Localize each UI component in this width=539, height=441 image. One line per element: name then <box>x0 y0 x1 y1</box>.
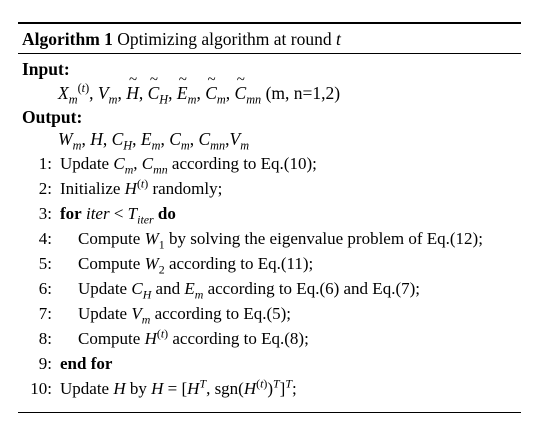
caption-text: Optimizing algorithm at round <box>117 29 332 49</box>
step-7: 7: Update $V_m$ according to Eq.(5); <box>38 304 292 327</box>
step-3: 3: for iter < $T_{iter}$ do <box>38 204 176 227</box>
step-5: 5: Compute $W_2$ according to Eq.(11); <box>38 254 314 277</box>
input-heading: Input: <box>22 59 70 79</box>
step-8: 8: Compute $H^{(t)}$ according to Eq.(8); <box>38 326 309 348</box>
output-variables: $W_m$, H, $C_H$, $E_m$, $C_m$, $C_{mn},V_m$ <box>58 129 250 153</box>
caption-label: Algorithm 1 <box>22 29 113 49</box>
algorithm-block <box>18 22 521 413</box>
input-tail: (m, n=1,2) <box>265 83 341 103</box>
step-4: 4: Compute $W_1$ by solving the eigenvalue problem of Eq.(12); <box>38 229 483 252</box>
step-10: 10: Update H by $H = [H^T$, $sgn(H^{(t)})^T]^T$; <box>30 376 297 398</box>
output-heading: Output: <box>22 107 83 127</box>
step-1: 1: Update $C_m$, $C_{mn}$ according to Eq.(10); <box>38 154 317 177</box>
step-6: 6: Update $C_H$ and $E_m$ according to Eq.(6) and Eq.(7); <box>38 279 420 302</box>
bottom-rule <box>18 412 521 413</box>
algorithm-body <box>18 54 521 412</box>
step-2: 2: Initialize $H^{(t)}$ randomly; <box>38 176 223 198</box>
algorithm-caption <box>18 24 521 53</box>
input-variables: $X_m^{(t)}$, $V_m$, ~ H, ~ $C_H$, ~ $E_m$, ~ $C_m$, ~ $C_{mn}$ (m, n=1,2) <box>18 80 521 106</box>
step-9: 9: end for <box>38 354 113 373</box>
caption-var: t <box>336 29 341 49</box>
